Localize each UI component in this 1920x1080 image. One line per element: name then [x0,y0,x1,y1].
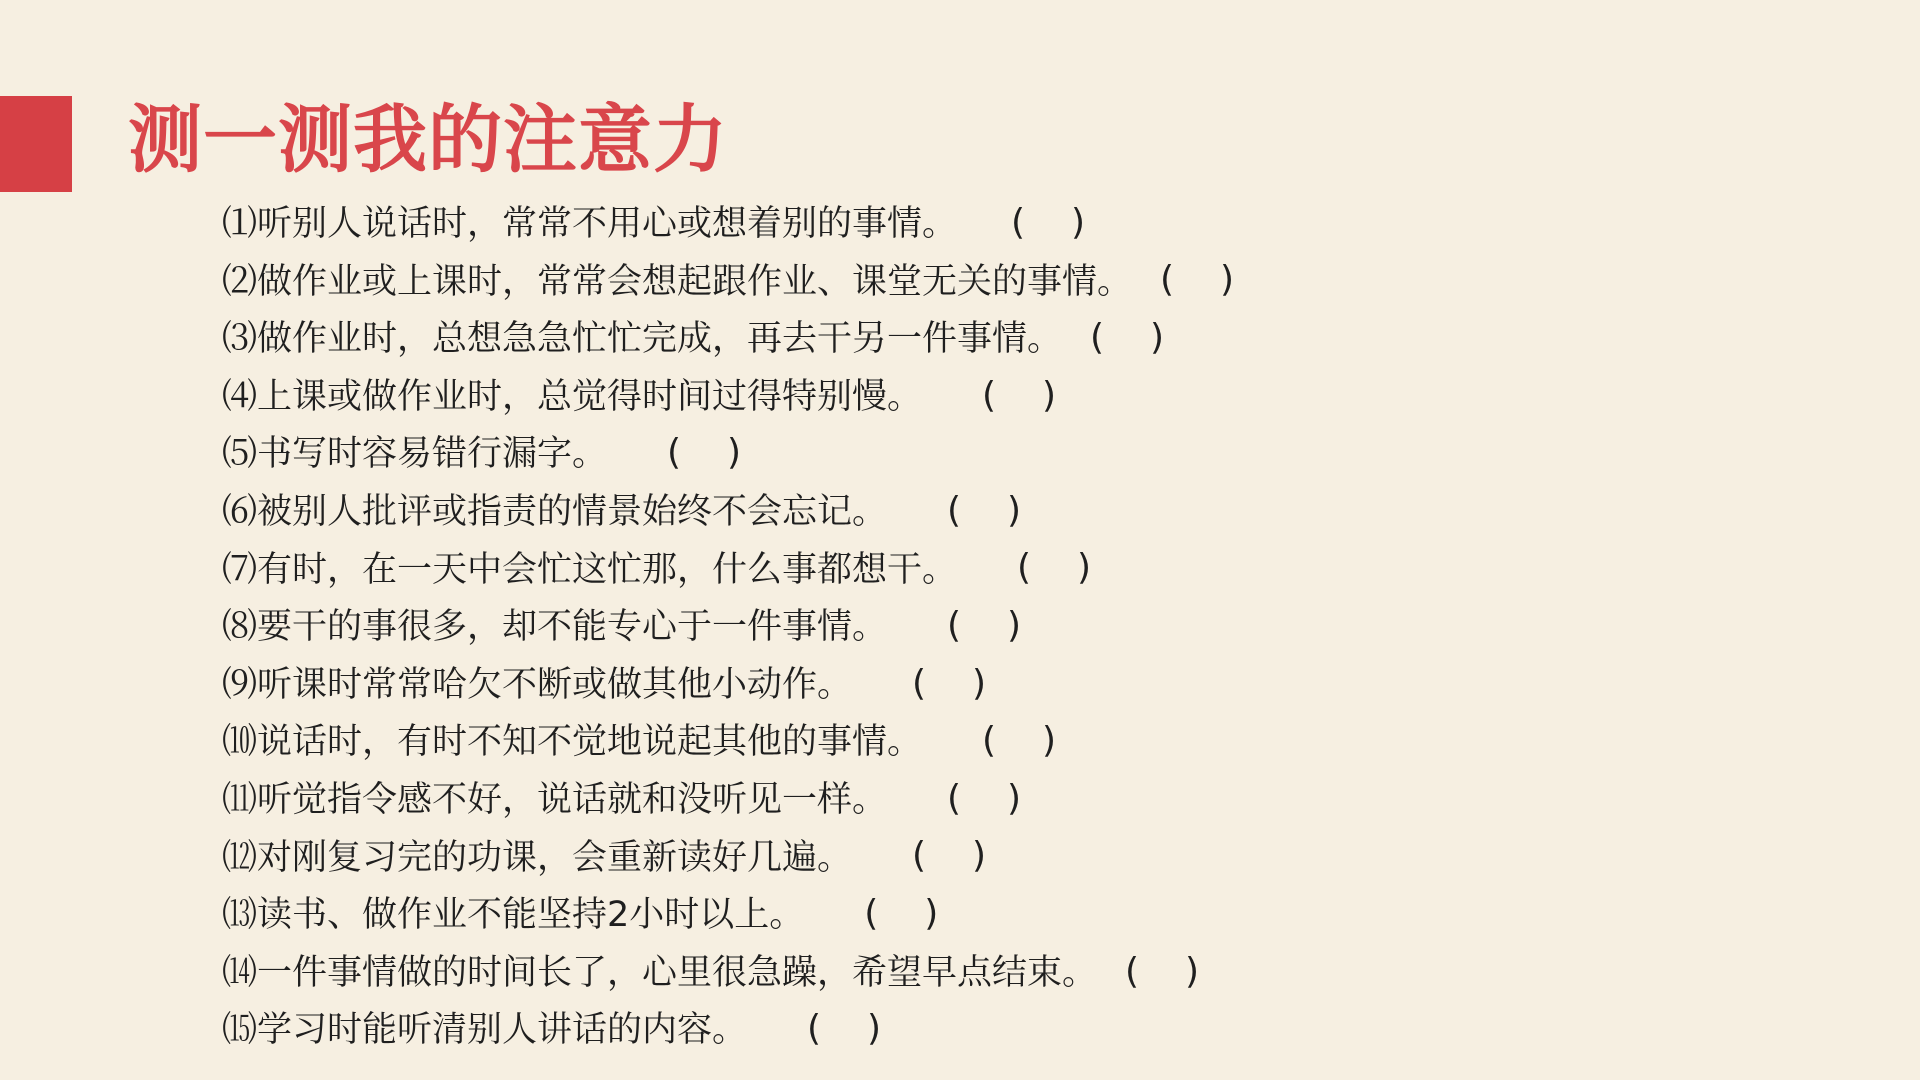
question-text-11: ⑾听觉指令感不好，说话就和没听见一样。 [222,779,888,820]
answer-blank-8[interactable] [943,608,1027,648]
question-item-5 [222,426,1782,484]
answer-blank-1[interactable] [1007,205,1091,245]
question-item-8 [222,599,1782,657]
question-item-2 [222,254,1782,312]
question-item-15 [222,1002,1782,1060]
question-text-12: ⑿对刚复习完的功课，会重新读好几遍。 [222,837,853,878]
question-list [222,196,1782,1060]
answer-blank-9[interactable] [908,666,992,706]
question-item-12 [222,830,1782,888]
question-text-2: ⑵做作业或上课时，常常会想起跟作业、课堂无关的事情。 [222,261,1133,302]
question-item-9 [222,657,1782,715]
question-text-13: ⒀读书、做作业不能坚持2小时以上。 [222,895,805,936]
question-text-15: ⒂学习时能听清别人讲话的内容。 [222,1010,748,1051]
answer-blank-6[interactable] [943,493,1027,533]
accent-block [0,96,72,192]
question-text-3: ⑶做作业时，总想急急忙忙完成，再去干另一件事情。 [222,319,1063,360]
question-text-5: ⑸书写时容易错行漏字。 [222,434,608,475]
question-item-4 [222,369,1782,427]
question-item-13 [222,887,1782,945]
answer-blank-5[interactable] [663,435,747,475]
answer-blank-10[interactable] [978,723,1062,763]
question-item-7 [222,542,1782,600]
question-text-9: ⑼听课时常常哈欠不断或做其他小动作。 [222,664,853,705]
question-item-6 [222,484,1782,542]
question-item-3 [222,311,1782,369]
question-item-10 [222,714,1782,772]
answer-blank-11[interactable] [943,781,1027,821]
answer-blank-12[interactable] [908,838,992,878]
question-text-6: ⑹被别人批评或指责的情景始终不会忘记。 [222,491,888,532]
question-text-8: ⑻要干的事很多，却不能专心于一件事情。 [222,607,888,648]
question-text-4: ⑷上课或做作业时，总觉得时间过得特别慢。 [222,376,923,417]
answer-blank-13[interactable] [860,896,944,936]
answer-blank-14[interactable] [1121,954,1205,994]
page-title: 测一测我的注意力 [128,97,728,183]
question-text-1: ⑴听别人说话时，常常不用心或想着别的事情。 [222,204,958,244]
question-item-14 [222,945,1782,1003]
question-text-14: ⒁一件事情做的时间长了，心里很急躁，希望早点结束。 [222,952,1098,993]
answer-blank-3[interactable] [1086,320,1170,360]
answer-blank-4[interactable] [978,378,1062,418]
answer-blank-2[interactable] [1156,262,1240,302]
question-text-10: ⑽说话时，有时不知不觉地说起其他的事情。 [222,722,923,763]
answer-blank-15[interactable] [803,1011,887,1051]
question-item-1 [222,196,1782,254]
question-text-7: ⑺有时，在一天中会忙这忙那，什么事都想干。 [222,549,958,590]
question-item-11 [222,772,1782,830]
answer-blank-7[interactable] [1013,550,1097,590]
